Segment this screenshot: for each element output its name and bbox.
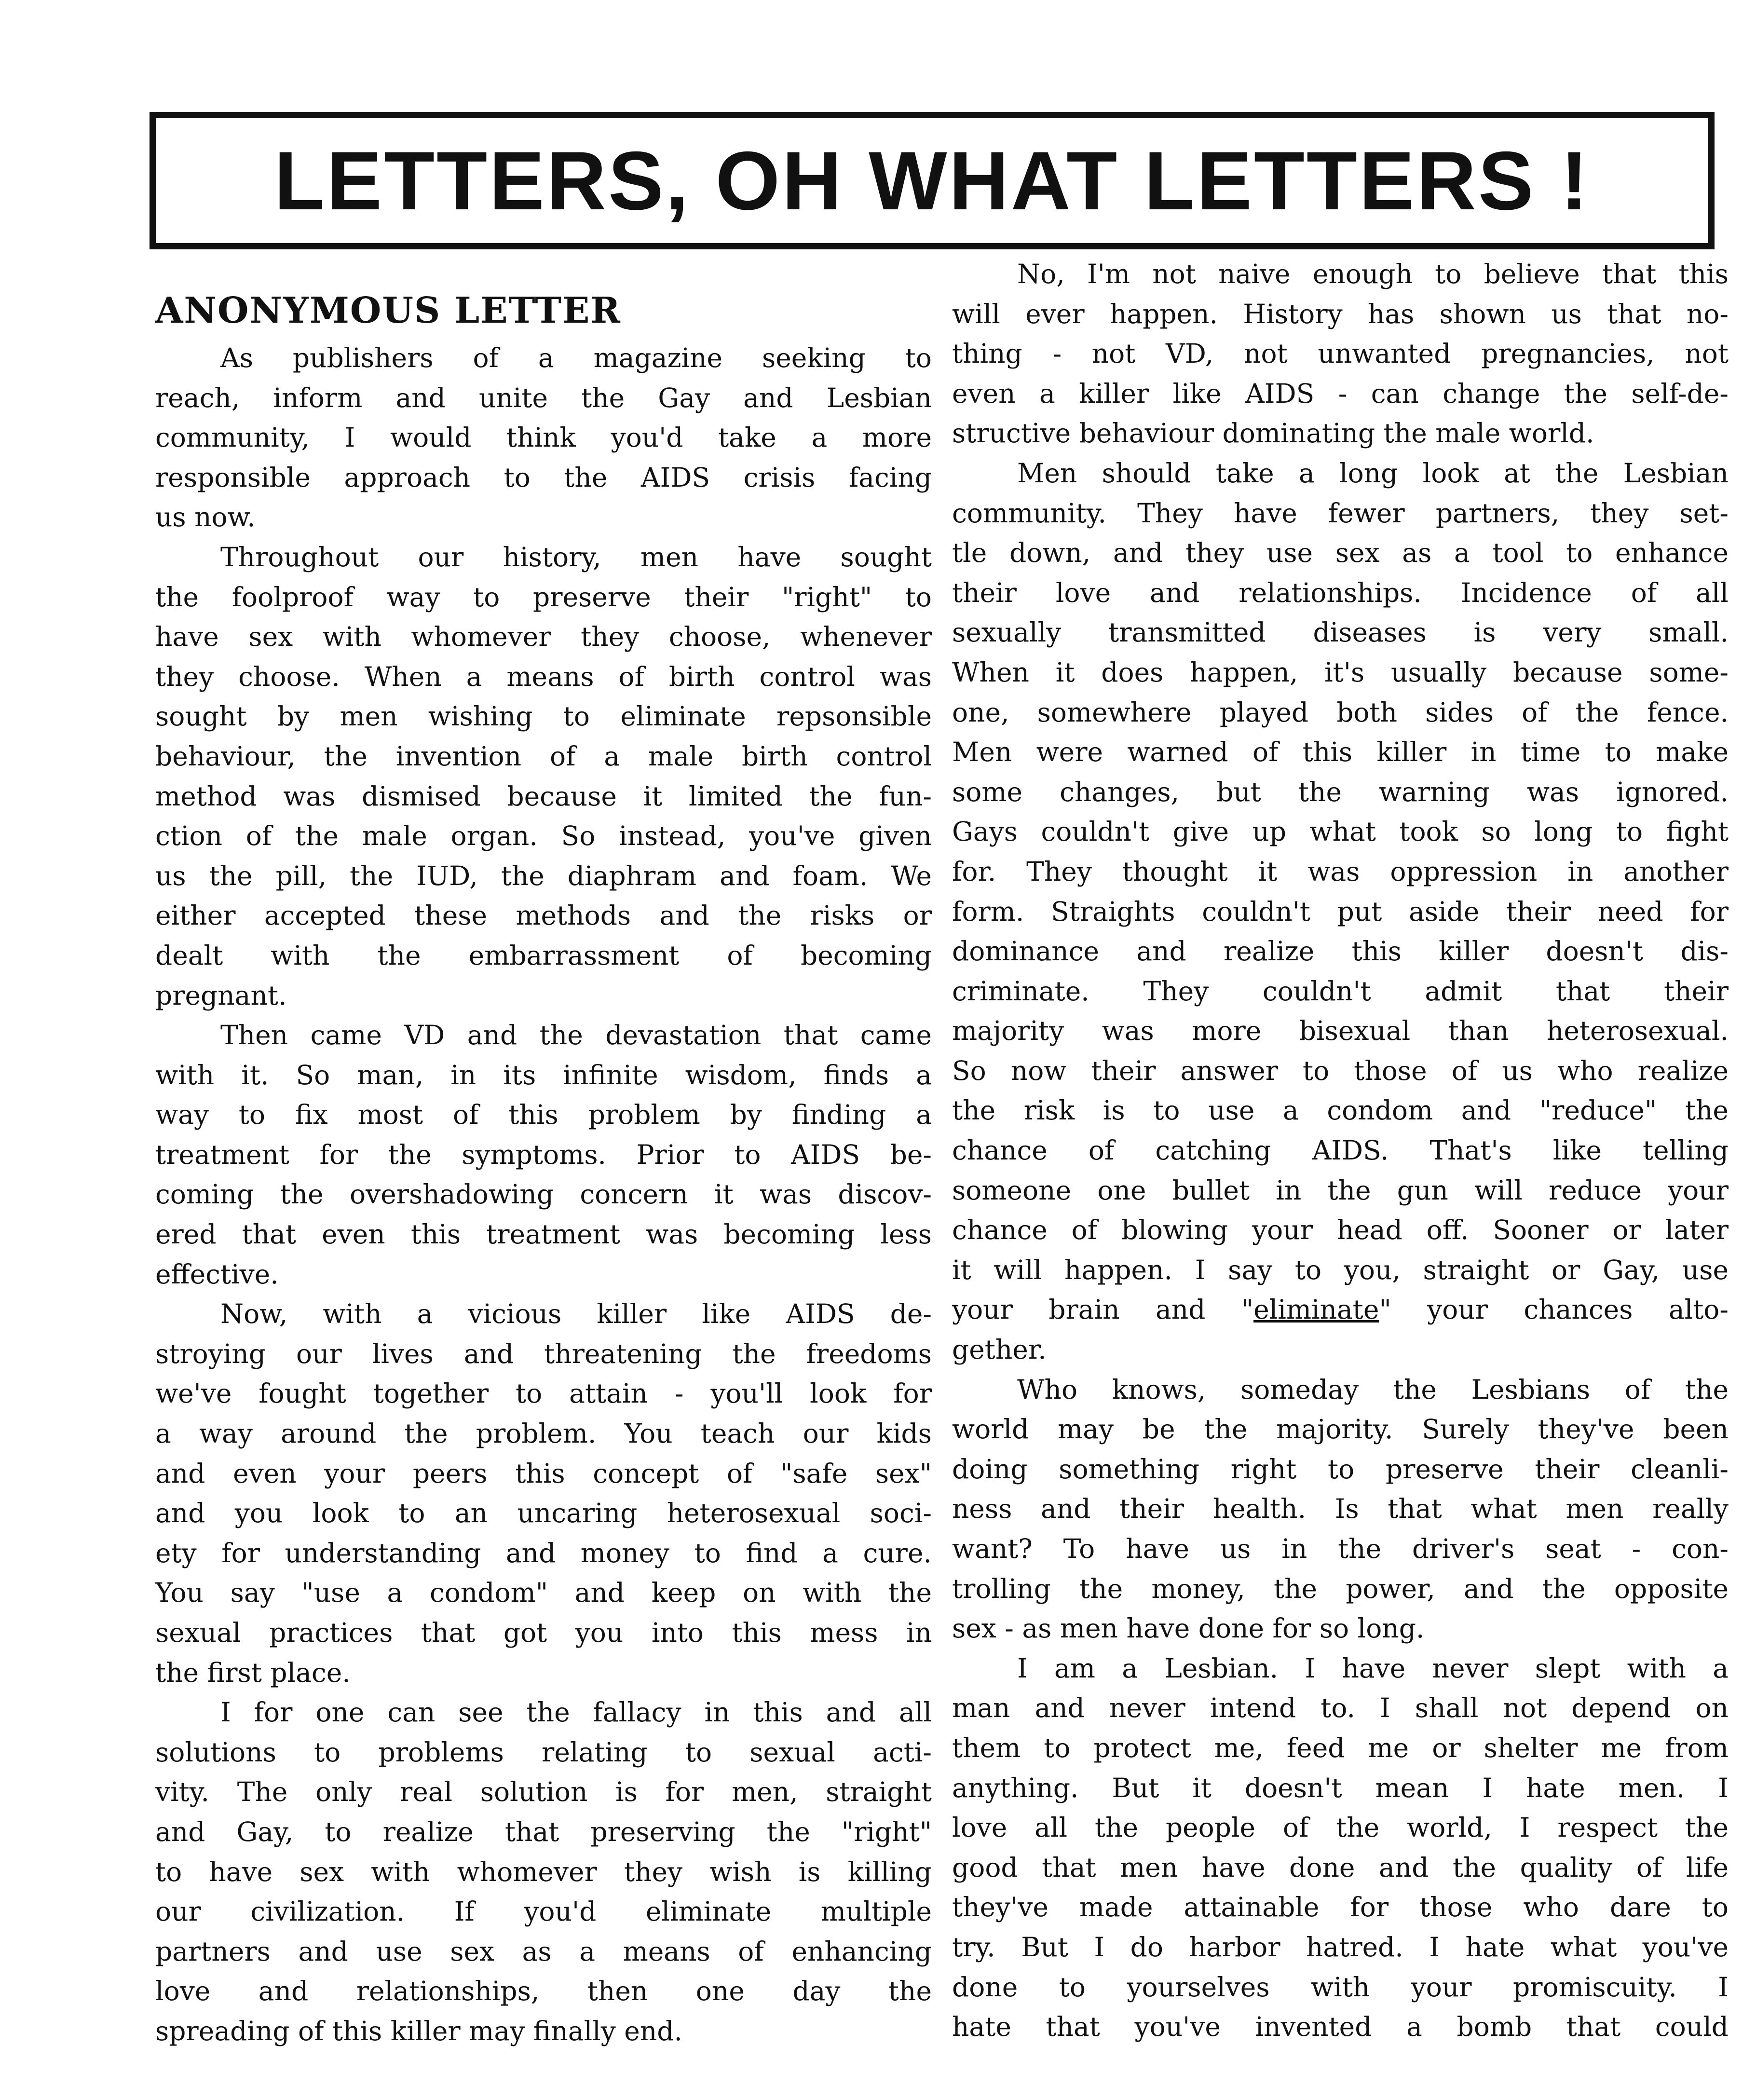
text-line: dominance and realize this killer doesn't dis- <box>952 936 1729 967</box>
text-line: reach, inform and unite the Gay and Lesbian <box>155 382 932 413</box>
left-column-body <box>155 338 932 2051</box>
text-line: partners and use sex as a means of enhancing <box>155 1936 932 1967</box>
text-line: love and relationships, then one day the <box>155 1976 932 2007</box>
text-line: stroying our lives and threatening the freedoms <box>155 1338 932 1369</box>
text-line: world may be the majority. Surely they've been <box>952 1414 1729 1445</box>
text-line: they choose. When a means of birth control was <box>155 661 932 692</box>
paragraph <box>952 453 1729 1370</box>
text-line: and Gay, to realize that preserving the "right" <box>155 1816 932 1847</box>
paragraph <box>155 1294 932 1692</box>
text-line: criminate. They couldn't admit that their <box>952 975 1729 1007</box>
text-line: even a killer like AIDS - can change the self-de- <box>952 378 1729 409</box>
text-line: spreading of this killer may finally end. <box>155 2015 682 2046</box>
text-line: with it. So man, in its infinite wisdom, finds a <box>155 1059 932 1091</box>
left-column <box>155 290 932 2051</box>
text-line: thing - not VD, not unwanted pregnancies, not <box>952 338 1729 369</box>
text-line: it will happen. I say to you, straight or Gay, use <box>952 1254 1729 1285</box>
text-line: someone one bullet in the gun will reduce your <box>952 1174 1729 1206</box>
text-line: sought by men wishing to eliminate repsonsible <box>155 701 932 732</box>
text-line: chance of catching AIDS. That's like telling <box>952 1135 1729 1166</box>
title-box <box>150 112 1715 249</box>
text-line: have sex with whomever they choose, whenever <box>155 621 932 653</box>
text-line: Gays couldn't give up what took so long to fight <box>952 816 1729 847</box>
text-line: chance of blowing your head off. Sooner or later <box>952 1214 1729 1246</box>
text-line: trolling the money, the power, and the opposite <box>952 1573 1729 1604</box>
text-line: us now. <box>155 502 256 533</box>
text-line: dealt with the embarrassment of becoming <box>155 940 932 971</box>
text-line: Then came VD and the devastation that came <box>220 1020 932 1051</box>
text-line: a way around the problem. You teach our kids <box>155 1418 932 1449</box>
letter-heading: ANONYMOUS LETTER <box>155 290 621 331</box>
text-line: love all the people of the world, I respect the <box>952 1812 1729 1843</box>
text-line: way to fix most of this problem by finding a <box>155 1099 932 1131</box>
text-line: sexually transmitted diseases is very small. <box>952 617 1729 648</box>
text-line: sex - as men have done for so long. <box>952 1613 1425 1644</box>
text-line: done to yourselves with your promiscuity. I <box>952 1971 1729 2003</box>
text-line: Men should take a long look at the Lesbian <box>1017 457 1729 489</box>
text-line: ction of the male organ. So instead, you've given <box>155 820 932 852</box>
text-line <box>952 1290 1729 1330</box>
text-line: the first place. <box>155 1657 351 1688</box>
text-line: community, I would think you'd take a more <box>155 422 932 453</box>
text-line: either accepted these methods and the risks or <box>155 900 932 931</box>
text-line: and you look to an uncaring heterosexual soci- <box>155 1498 932 1529</box>
text-line: man and never intend to. I shall not depend on <box>952 1692 1729 1724</box>
text-line: the risk is to use a condom and "reduce" the <box>952 1095 1729 1126</box>
page-title: LETTERS, OH WHAT LETTERS ! <box>274 134 1590 227</box>
text-line: gether. <box>952 1334 1047 1365</box>
paragraph <box>155 537 932 1015</box>
text-line: majority was more bisexual than heterosexual. <box>952 1015 1729 1047</box>
text-line: one, somewhere played both sides of the fence. <box>952 696 1729 728</box>
right-column <box>952 254 1729 2047</box>
text-line: solutions to problems relating to sexual acti- <box>155 1736 932 1768</box>
paragraph <box>155 1692 932 2051</box>
text-line: their love and relationships. Incidence of all <box>952 577 1729 608</box>
text-line: responsible approach to the AIDS crisis facing <box>155 462 932 493</box>
text-line: ness and their health. Is that what men really <box>952 1493 1729 1525</box>
text-line: us the pill, the IUD, the diaphram and foam. We <box>155 860 932 891</box>
text-line: them to protect me, feed me or shelter me from <box>952 1732 1729 1763</box>
text-line: hate that you've invented a bomb that could <box>952 2011 1729 2043</box>
text-line: and even your peers this concept of "safe sex" <box>155 1458 932 1489</box>
text-line: they've made attainable for those who dare to <box>952 1892 1729 1923</box>
text-line: for. They thought it was oppression in another <box>952 856 1729 887</box>
text-line: some changes, but the warning was ignored. <box>952 776 1729 807</box>
text-line: effective. <box>155 1258 279 1290</box>
text-line: want? To have us in the driver's seat - con- <box>952 1533 1729 1564</box>
underlined-word: eliminate <box>1253 1294 1379 1325</box>
text-line: anything. But it doesn't mean I hate men. I <box>952 1772 1729 1803</box>
paragraph <box>952 1649 1729 2047</box>
paragraph <box>952 1370 1729 1649</box>
text-line: structive behaviour dominating the male world. <box>952 418 1594 449</box>
text-line: No, I'm not naive enough to believe that this <box>1017 259 1729 289</box>
text-line: sexual practices that got you into this mess in <box>155 1617 932 1648</box>
text-line: Now, with a vicious killer like AIDS de- <box>220 1298 932 1330</box>
text-line: pregnant. <box>155 980 287 1011</box>
text-line: tle down, and they use sex as a tool to enhance <box>952 537 1729 569</box>
text-line: behaviour, the invention of a male birth control <box>155 740 932 772</box>
paragraph <box>155 1015 932 1294</box>
text-line: we've fought together to attain - you'll look for <box>155 1378 932 1409</box>
text-line: I for one can see the fallacy in this and all <box>220 1697 932 1728</box>
text-line: So now their answer to those of us who realize <box>952 1055 1729 1086</box>
text-line: the foolproof way to preserve their "right" to <box>155 581 932 613</box>
text-line: our civilization. If you'd eliminate multiple <box>155 1896 932 1927</box>
text-line: try. But I do harbor hatred. I hate what you've <box>952 1931 1729 1963</box>
text-line: method was dismised because it limited the fun- <box>155 780 932 812</box>
text-line: form. Straights couldn't put aside their need for <box>952 896 1729 927</box>
text-line: Who knows, someday the Lesbians of the <box>1017 1374 1729 1405</box>
paragraph <box>952 254 1729 453</box>
text-fragment: " your chances alto- <box>1379 1294 1729 1325</box>
text-line: Men were warned of this killer in time to make <box>952 736 1729 768</box>
text-line: good that men have done and the quality of life <box>952 1852 1729 1883</box>
text-line: vity. The only real solution is for men, straight <box>155 1776 932 1808</box>
text-line: ety for understanding and money to find a cure. <box>155 1537 932 1568</box>
text-line: will ever happen. History has shown us that no- <box>952 298 1729 329</box>
text-line: to have sex with whomever they wish is killing <box>155 1856 932 1887</box>
paragraph <box>155 338 932 537</box>
text-line: When it does happen, it's usually because some- <box>952 656 1729 688</box>
text-line: doing something right to preserve their cleanli- <box>952 1453 1729 1485</box>
text-line: treatment for the symptoms. Prior to AIDS be- <box>155 1139 932 1170</box>
text-line: Throughout our history, men have sought <box>220 541 932 573</box>
text-line: You say "use a condom" and keep on with the <box>155 1577 932 1609</box>
text-line: I am a Lesbian. I have never slept with a <box>1017 1652 1729 1684</box>
right-column-body <box>952 254 1729 2047</box>
text-line: ered that even this treatment was becoming less <box>155 1219 932 1250</box>
text-line: As publishers of a magazine seeking to <box>220 342 932 373</box>
text-line: community. They have fewer partners, they set- <box>952 497 1729 529</box>
text-line: coming the overshadowing concern it was discov- <box>155 1179 932 1210</box>
text-fragment: your brain and " <box>952 1294 1254 1325</box>
